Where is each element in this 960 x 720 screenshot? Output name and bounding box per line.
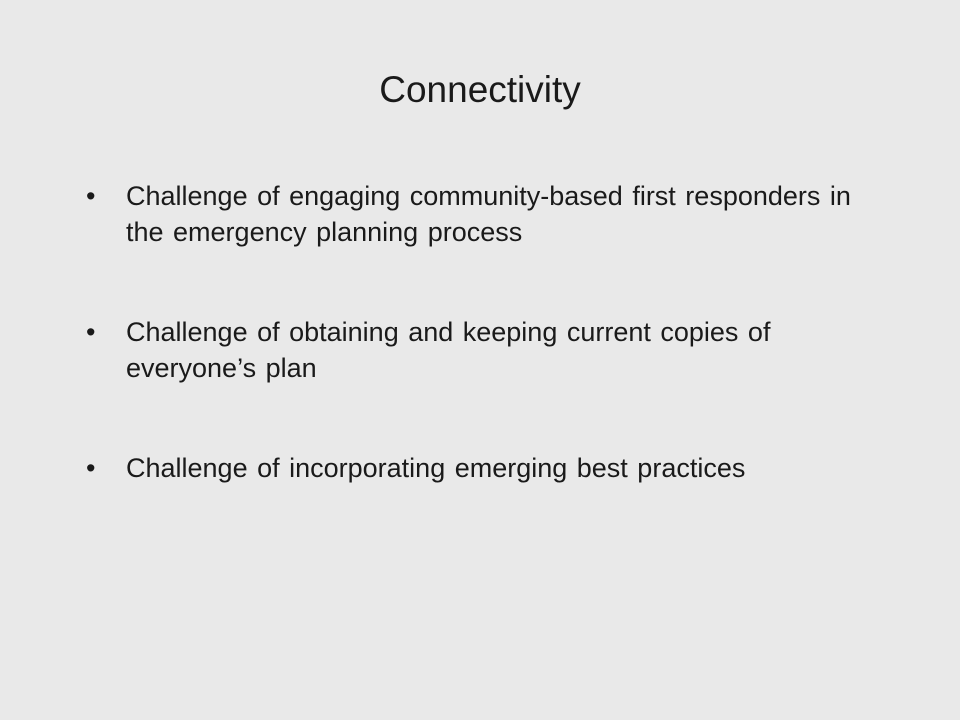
bullet-text: Challenge of obtaining and keeping current copies of everyone’s plan	[126, 317, 771, 383]
bullet-item	[86, 450, 876, 486]
bullet-item	[86, 314, 876, 386]
bullet-point-icon: •	[86, 453, 96, 483]
bullet-text: Challenge of engaging community-based first responders in the emergency planning process	[126, 181, 851, 247]
slide-title: Connectivity	[379, 69, 581, 110]
bullet-item	[86, 178, 876, 250]
bullet-point-icon: •	[86, 181, 96, 211]
bullet-list	[86, 178, 876, 486]
bullet-point-icon: •	[86, 317, 96, 347]
bullet-text: Challenge of incorporating emerging best practices	[126, 453, 746, 483]
